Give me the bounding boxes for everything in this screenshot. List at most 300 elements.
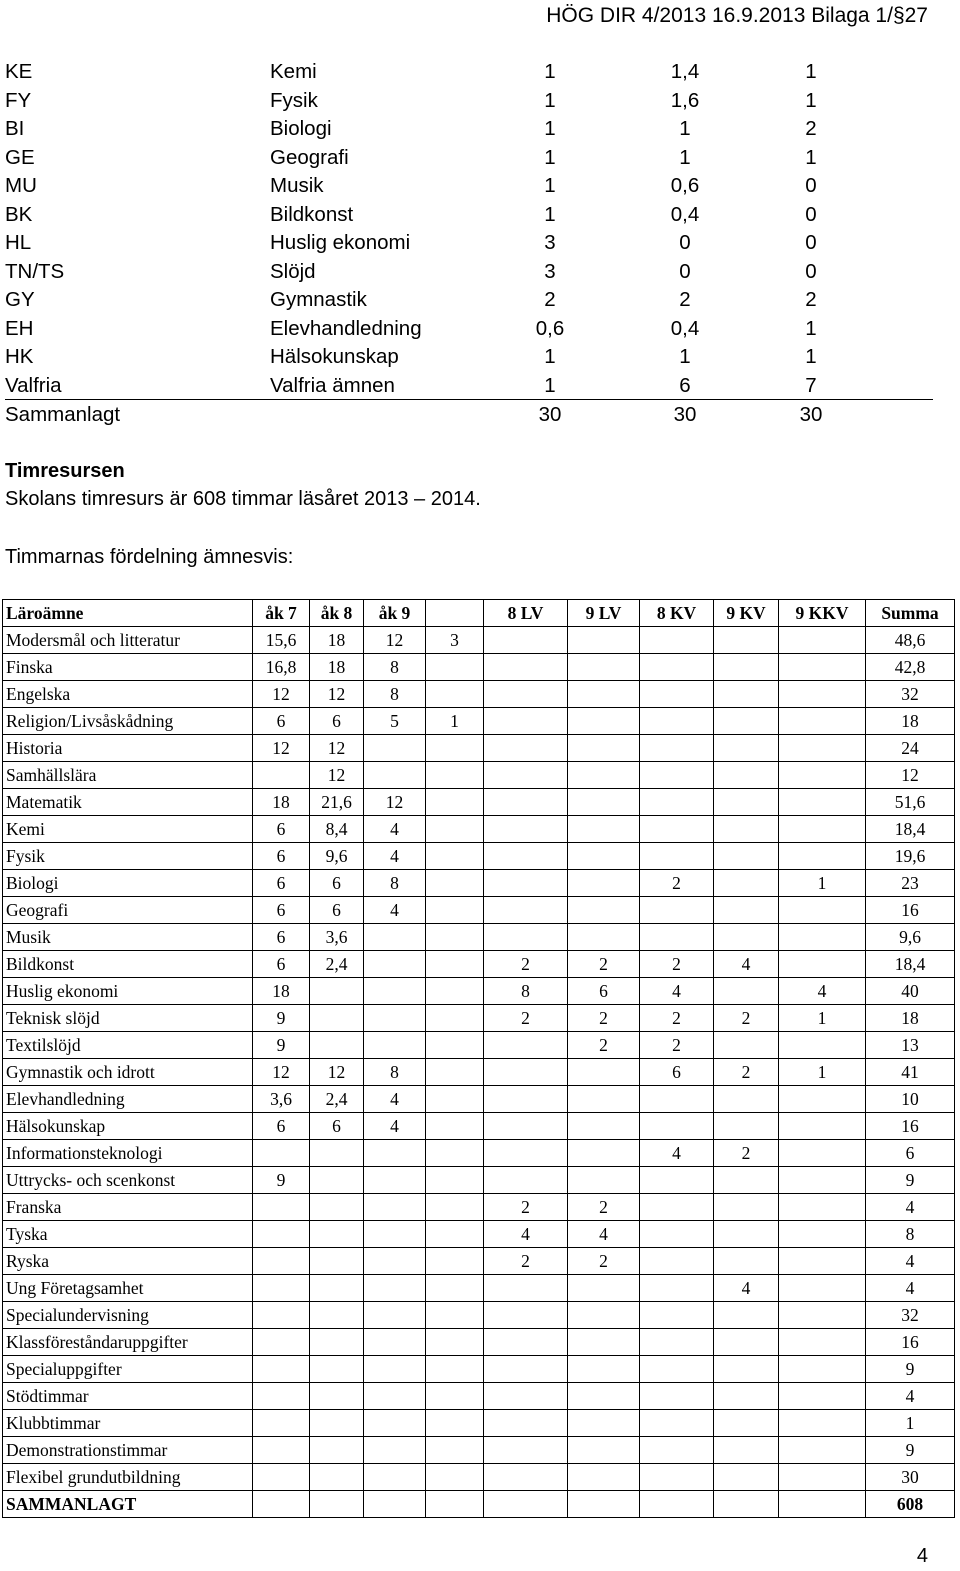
- subject-hours: 1: [805, 60, 817, 83]
- value-cell: 4: [866, 1383, 955, 1410]
- value-cell: 2: [568, 951, 640, 978]
- value-cell: [364, 1491, 426, 1518]
- value-cell: [253, 1302, 310, 1329]
- subject-hours: 1: [544, 89, 556, 112]
- value-cell: [484, 1491, 568, 1518]
- value-cell: [640, 681, 714, 708]
- value-cell: [253, 1248, 310, 1275]
- value-cell: [640, 1383, 714, 1410]
- table-row: [3, 681, 955, 708]
- subject-hours: 0,6: [535, 317, 565, 340]
- row-label-cell: Teknisk slöjd: [3, 1005, 253, 1032]
- value-cell: [426, 870, 484, 897]
- value-cell: [484, 1140, 568, 1167]
- value-cell: [426, 924, 484, 951]
- value-cell: 18: [866, 1005, 955, 1032]
- value-cell: [484, 1464, 568, 1491]
- value-cell: [714, 1464, 779, 1491]
- value-cell: 9: [866, 1437, 955, 1464]
- row-label-cell: Huslig ekonomi: [3, 978, 253, 1005]
- table-row: [3, 816, 955, 843]
- value-cell: 1: [426, 708, 484, 735]
- value-cell: [426, 816, 484, 843]
- table-row: [3, 1410, 955, 1437]
- row-label-cell: Textilslöjd: [3, 1032, 253, 1059]
- value-cell: 4: [484, 1221, 568, 1248]
- value-cell: 9: [253, 1005, 310, 1032]
- row-label-cell: Hälsokunskap: [3, 1113, 253, 1140]
- row-label-cell: Geografi: [3, 897, 253, 924]
- value-cell: [426, 951, 484, 978]
- value-cell: [640, 1113, 714, 1140]
- subject-hours: 7: [805, 374, 817, 397]
- value-cell: [714, 654, 779, 681]
- value-cell: 6: [568, 978, 640, 1005]
- value-cell: 24: [866, 735, 955, 762]
- value-cell: 8: [484, 978, 568, 1005]
- value-cell: 8 KV: [640, 600, 714, 627]
- value-cell: [568, 1113, 640, 1140]
- value-cell: 12: [310, 1059, 364, 1086]
- value-cell: [640, 1329, 714, 1356]
- value-cell: 2: [714, 1059, 779, 1086]
- row-label-cell: Specialuppgifter: [3, 1356, 253, 1383]
- value-cell: 18: [866, 708, 955, 735]
- value-cell: [484, 1059, 568, 1086]
- subject-hours: 1: [805, 345, 817, 368]
- value-cell: [364, 1194, 426, 1221]
- value-cell: 4: [866, 1275, 955, 1302]
- value-cell: 10: [866, 1086, 955, 1113]
- value-cell: 5: [364, 708, 426, 735]
- value-cell: 8: [364, 1059, 426, 1086]
- value-cell: 12: [310, 762, 364, 789]
- row-label-cell: Franska: [3, 1194, 253, 1221]
- value-cell: [253, 1140, 310, 1167]
- table-row: [3, 627, 955, 654]
- value-cell: [426, 681, 484, 708]
- value-cell: 9,6: [310, 843, 364, 870]
- value-cell: [426, 654, 484, 681]
- subject-hours: 0: [805, 174, 817, 197]
- value-cell: åk 8: [310, 600, 364, 627]
- value-cell: [779, 1140, 866, 1167]
- subject-hours: 2: [679, 288, 691, 311]
- value-cell: 2: [484, 951, 568, 978]
- value-cell: [714, 1383, 779, 1410]
- value-cell: [310, 1383, 364, 1410]
- value-cell: 13: [866, 1032, 955, 1059]
- row-label-cell: Historia: [3, 735, 253, 762]
- value-cell: 23: [866, 870, 955, 897]
- value-cell: [364, 762, 426, 789]
- value-cell: [640, 1491, 714, 1518]
- value-cell: [426, 789, 484, 816]
- value-cell: [779, 789, 866, 816]
- value-cell: [484, 762, 568, 789]
- subject-code: BK: [5, 203, 33, 226]
- subject-code: KE: [5, 60, 33, 83]
- value-cell: [426, 1059, 484, 1086]
- value-cell: [568, 708, 640, 735]
- value-cell: [310, 1194, 364, 1221]
- value-cell: 9 KKV: [779, 600, 866, 627]
- value-cell: [779, 924, 866, 951]
- value-cell: [714, 816, 779, 843]
- value-cell: [714, 843, 779, 870]
- value-cell: [484, 924, 568, 951]
- table-row: [3, 1383, 955, 1410]
- value-cell: [484, 627, 568, 654]
- table-row: [3, 789, 955, 816]
- subject-name: Musik: [270, 174, 324, 197]
- row-label-cell: Bildkonst: [3, 951, 253, 978]
- subject-hours: 6: [679, 374, 691, 397]
- value-cell: [640, 1464, 714, 1491]
- value-cell: [253, 1329, 310, 1356]
- value-cell: [426, 762, 484, 789]
- value-cell: 9: [253, 1032, 310, 1059]
- fordelning-heading: Timmarnas fördelning ämnesvis:: [5, 546, 294, 568]
- table-row: [3, 1275, 955, 1302]
- value-cell: 1: [866, 1410, 955, 1437]
- value-cell: 2: [484, 1248, 568, 1275]
- value-cell: [484, 1410, 568, 1437]
- value-cell: [779, 1491, 866, 1518]
- value-cell: [426, 1437, 484, 1464]
- value-cell: [484, 735, 568, 762]
- row-label-cell: Stödtimmar: [3, 1383, 253, 1410]
- value-cell: 6: [310, 897, 364, 924]
- value-cell: [310, 1275, 364, 1302]
- value-cell: [779, 951, 866, 978]
- table-row: [3, 1167, 955, 1194]
- value-cell: [714, 897, 779, 924]
- value-cell: [426, 1302, 484, 1329]
- value-cell: [310, 978, 364, 1005]
- table-row: [3, 1140, 955, 1167]
- value-cell: 4: [714, 1275, 779, 1302]
- value-cell: [426, 735, 484, 762]
- value-cell: [714, 924, 779, 951]
- value-cell: [484, 1356, 568, 1383]
- value-cell: [426, 843, 484, 870]
- value-cell: 6: [253, 951, 310, 978]
- table-row: [3, 762, 955, 789]
- table-row: [3, 1248, 955, 1275]
- value-cell: [426, 1464, 484, 1491]
- row-label-cell: Informationsteknologi: [3, 1140, 253, 1167]
- value-cell: 6: [253, 708, 310, 735]
- value-cell: [568, 816, 640, 843]
- table-row: [3, 924, 955, 951]
- value-cell: Summa: [866, 600, 955, 627]
- value-cell: [426, 1113, 484, 1140]
- row-label-cell: Fysik: [3, 843, 253, 870]
- subject-name: Biologi: [270, 117, 332, 140]
- value-cell: [426, 1248, 484, 1275]
- value-cell: [484, 1032, 568, 1059]
- value-cell: [310, 1329, 364, 1356]
- value-cell: 3,6: [253, 1086, 310, 1113]
- subject-code: HK: [5, 345, 34, 368]
- value-cell: 6: [253, 816, 310, 843]
- subject-code: GY: [5, 288, 35, 311]
- value-cell: 608: [866, 1491, 955, 1518]
- subject-hours: 3: [544, 231, 556, 254]
- value-cell: [310, 1356, 364, 1383]
- value-cell: [484, 1086, 568, 1113]
- value-cell: 16: [866, 1329, 955, 1356]
- value-cell: [779, 1086, 866, 1113]
- subject-hours: 3: [544, 260, 556, 283]
- subject-code: MU: [5, 174, 37, 197]
- value-cell: [779, 1329, 866, 1356]
- value-cell: 21,6: [310, 789, 364, 816]
- value-cell: [568, 1383, 640, 1410]
- subject-hours: 0: [679, 231, 691, 254]
- table-row: [3, 870, 955, 897]
- value-cell: 2: [640, 1005, 714, 1032]
- value-cell: [253, 1194, 310, 1221]
- value-cell: [640, 897, 714, 924]
- value-cell: [310, 1302, 364, 1329]
- subject-hours: 30: [673, 403, 697, 426]
- page-number: 4: [916, 1545, 928, 1567]
- value-cell: [779, 762, 866, 789]
- value-cell: [484, 681, 568, 708]
- value-cell: [426, 1329, 484, 1356]
- value-cell: 2: [640, 870, 714, 897]
- subject-hours: 2: [805, 117, 817, 140]
- value-cell: 6: [310, 870, 364, 897]
- value-cell: [714, 681, 779, 708]
- value-cell: 8: [364, 654, 426, 681]
- value-cell: [714, 1167, 779, 1194]
- value-cell: [779, 654, 866, 681]
- value-cell: [779, 1275, 866, 1302]
- value-cell: [568, 1302, 640, 1329]
- subject-code: HL: [5, 231, 32, 254]
- value-cell: [568, 1140, 640, 1167]
- subject-hours: 1: [805, 89, 817, 112]
- value-cell: [714, 735, 779, 762]
- value-cell: 6: [640, 1059, 714, 1086]
- value-cell: [364, 1221, 426, 1248]
- value-cell: [640, 789, 714, 816]
- value-cell: [779, 816, 866, 843]
- value-cell: [714, 1221, 779, 1248]
- value-cell: [310, 1437, 364, 1464]
- value-cell: [779, 708, 866, 735]
- value-cell: [426, 1275, 484, 1302]
- value-cell: [714, 1194, 779, 1221]
- value-cell: [779, 681, 866, 708]
- value-cell: [253, 1383, 310, 1410]
- subject-hours: 1: [679, 345, 691, 368]
- value-cell: [364, 1275, 426, 1302]
- value-cell: 2,4: [310, 1086, 364, 1113]
- value-cell: [426, 1167, 484, 1194]
- value-cell: [640, 1248, 714, 1275]
- value-cell: 4: [866, 1248, 955, 1275]
- value-cell: [310, 1140, 364, 1167]
- value-cell: åk 9: [364, 600, 426, 627]
- table-row: [3, 1221, 955, 1248]
- subject-hours: 0: [805, 231, 817, 254]
- value-cell: [568, 870, 640, 897]
- value-cell: [640, 843, 714, 870]
- value-cell: [364, 1410, 426, 1437]
- value-cell: [568, 1167, 640, 1194]
- value-cell: 6: [310, 708, 364, 735]
- value-cell: 4: [364, 843, 426, 870]
- value-cell: 2: [640, 951, 714, 978]
- value-cell: 4: [866, 1194, 955, 1221]
- value-cell: [779, 1248, 866, 1275]
- value-cell: 4: [779, 978, 866, 1005]
- row-label-cell: Biologi: [3, 870, 253, 897]
- value-cell: [568, 1356, 640, 1383]
- subject-hours: 1,4: [670, 60, 700, 83]
- value-cell: [779, 1167, 866, 1194]
- value-cell: [568, 735, 640, 762]
- value-cell: 18: [253, 978, 310, 1005]
- value-cell: 41: [866, 1059, 955, 1086]
- value-cell: 2: [568, 1032, 640, 1059]
- value-cell: [568, 1437, 640, 1464]
- value-cell: [364, 1464, 426, 1491]
- subject-name: Gymnastik: [270, 288, 367, 311]
- subject-hours: 1: [805, 146, 817, 169]
- subject-hours: 0: [805, 260, 817, 283]
- value-cell: [714, 978, 779, 1005]
- value-cell: 2,4: [310, 951, 364, 978]
- value-cell: [364, 1356, 426, 1383]
- subject-name: Kemi: [270, 60, 317, 83]
- value-cell: 8: [364, 681, 426, 708]
- hour-distribution-table: [2, 599, 955, 1518]
- value-cell: 18,4: [866, 951, 955, 978]
- subject-hours: 30: [538, 403, 562, 426]
- value-cell: 2: [484, 1194, 568, 1221]
- value-cell: [640, 735, 714, 762]
- value-cell: 32: [866, 1302, 955, 1329]
- row-label-cell: Musik: [3, 924, 253, 951]
- value-cell: [484, 1275, 568, 1302]
- value-cell: [484, 789, 568, 816]
- row-label-cell: Elevhandledning: [3, 1086, 253, 1113]
- value-cell: 1: [779, 1005, 866, 1032]
- value-cell: 30: [866, 1464, 955, 1491]
- table-row: [3, 1032, 955, 1059]
- row-label-cell: Specialundervisning: [3, 1302, 253, 1329]
- value-cell: [426, 1410, 484, 1437]
- value-cell: [364, 1329, 426, 1356]
- value-cell: [714, 1356, 779, 1383]
- table-row: [3, 843, 955, 870]
- value-cell: [568, 897, 640, 924]
- table-row: [3, 735, 955, 762]
- row-label-cell: Gymnastik och idrott: [3, 1059, 253, 1086]
- value-cell: [426, 1005, 484, 1032]
- subject-name: Bildkonst: [270, 203, 354, 226]
- value-cell: 51,6: [866, 789, 955, 816]
- value-cell: [640, 1086, 714, 1113]
- table-total-row: [3, 1491, 955, 1518]
- row-label-cell: Tyska: [3, 1221, 253, 1248]
- value-cell: 4: [364, 897, 426, 924]
- row-label-cell: Uttrycks- och scenkonst: [3, 1167, 253, 1194]
- value-cell: [779, 1356, 866, 1383]
- row-label-cell: Matematik: [3, 789, 253, 816]
- value-cell: [364, 1005, 426, 1032]
- value-cell: [640, 924, 714, 951]
- subject-name: Valfria ämnen: [270, 374, 395, 397]
- value-cell: [568, 1275, 640, 1302]
- value-cell: [253, 1464, 310, 1491]
- value-cell: [253, 1410, 310, 1437]
- value-cell: [640, 1356, 714, 1383]
- subject-hours: 0,4: [670, 203, 700, 226]
- value-cell: 8,4: [310, 816, 364, 843]
- value-cell: 12: [253, 1059, 310, 1086]
- value-cell: 16,8: [253, 654, 310, 681]
- subject-hours: 1: [544, 146, 556, 169]
- subject-hours: 2: [544, 288, 556, 311]
- subject-hours: 1,6: [670, 89, 700, 112]
- row-label-cell: Engelska: [3, 681, 253, 708]
- value-cell: 2: [568, 1194, 640, 1221]
- row-label-cell: Klubbtimmar: [3, 1410, 253, 1437]
- subject-hours: 1: [544, 174, 556, 197]
- value-cell: [253, 1221, 310, 1248]
- value-cell: [364, 1248, 426, 1275]
- table-header-row: [3, 600, 955, 627]
- value-cell: [779, 1113, 866, 1140]
- subject-hours: 0: [805, 203, 817, 226]
- value-cell: [310, 1005, 364, 1032]
- value-cell: [640, 816, 714, 843]
- subject-hours: 0: [679, 260, 691, 283]
- value-cell: [310, 1464, 364, 1491]
- value-cell: 12: [310, 681, 364, 708]
- subject-hours: 0,6: [670, 174, 700, 197]
- value-cell: [568, 789, 640, 816]
- row-label-cell: Ryska: [3, 1248, 253, 1275]
- value-cell: 12: [866, 762, 955, 789]
- value-cell: [568, 843, 640, 870]
- value-cell: 3: [426, 627, 484, 654]
- value-cell: [364, 924, 426, 951]
- subject-hours: 1: [679, 117, 691, 140]
- value-cell: [364, 978, 426, 1005]
- value-cell: 40: [866, 978, 955, 1005]
- value-cell: [779, 1383, 866, 1410]
- value-cell: [779, 1032, 866, 1059]
- value-cell: 18: [253, 789, 310, 816]
- value-cell: [714, 1032, 779, 1059]
- value-cell: [568, 924, 640, 951]
- sum-divider-line: [5, 399, 933, 400]
- timresurs-text: Skolans timresurs är 608 timmar läsåret 2013 – 2014.: [5, 488, 481, 510]
- subject-code: EH: [5, 317, 34, 340]
- value-cell: [364, 1032, 426, 1059]
- value-cell: 4: [640, 1140, 714, 1167]
- value-cell: [640, 654, 714, 681]
- subject-hours: 0,4: [670, 317, 700, 340]
- value-cell: [568, 1059, 640, 1086]
